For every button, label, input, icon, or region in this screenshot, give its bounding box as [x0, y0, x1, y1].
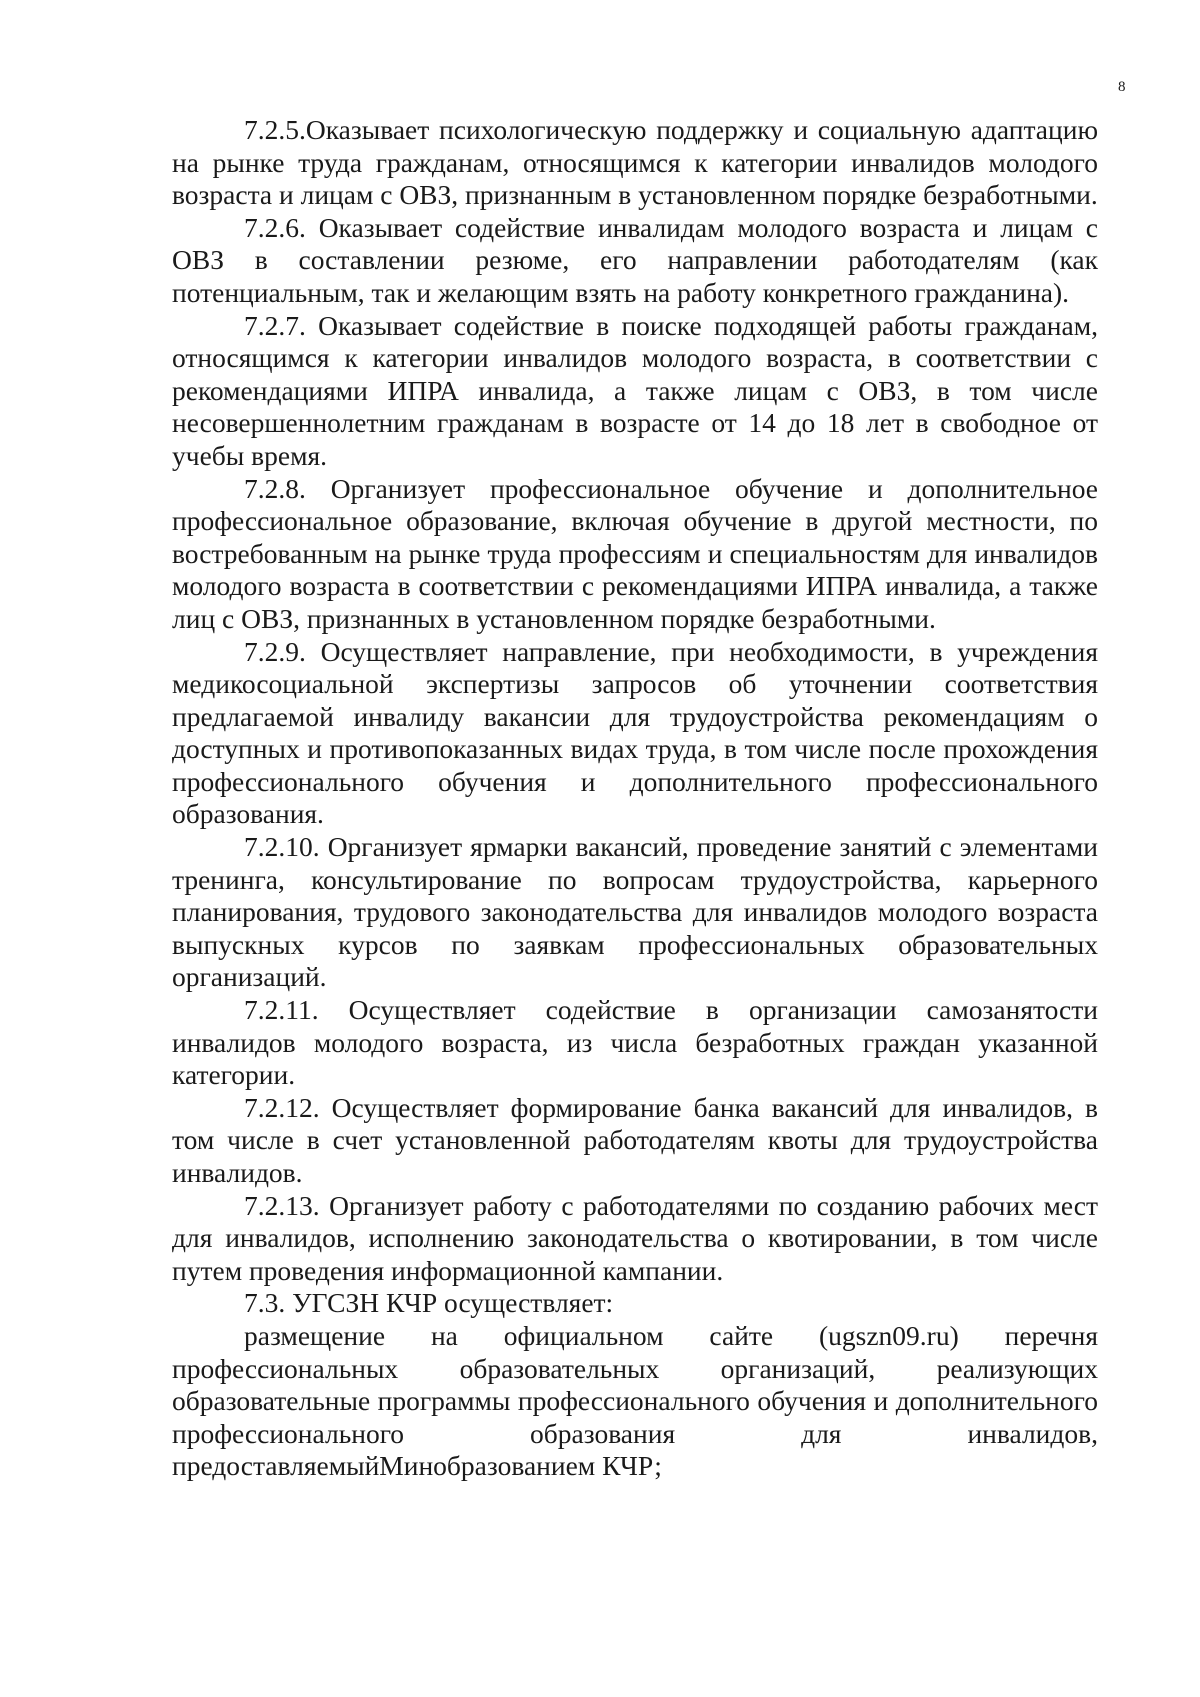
paragraph-7-2-12: 7.2.12. Осуществляет формирование банка вакансий для инвалидов, в том числе в счет установленной работодателям квоты для трудоустройства инвалидов.: [172, 1091, 1098, 1188]
paragraph-7-2-7: 7.2.7. Оказывает содействие в поиске подходящей работы гражданам, относящимся к категории инвалидов молодого возраста, в соответствии с рекомендациями ИПРА инвалида, а также лицам с ОВЗ, в том числе несовершеннолетним гражданам в возрасте от 14 до 18 лет в свободное от учебы время.: [172, 309, 1098, 471]
paragraph-7-3-item: размещение на официальном сайте (ugszn09.ru) перечня профессиональных образовательных организаций, реализующих образовательные программы профессионального обучения и дополнительного профессионального образования для инвалидов, предоставляемыйМинобразованием КЧР;: [172, 1319, 1098, 1482]
paragraph-7-2-5: 7.2.5.Оказывает психологическую поддержку и социальную адаптацию на рынке труда гражданам, относящимся к категории инвалидов молодого возраста и лицам с ОВЗ, признанным в установленном порядке безработными.: [172, 114, 1098, 211]
paragraph-7-2-8: 7.2.8. Организует профессиональное обучение и дополнительное профессиональное образование, включая обучение в другой местности, по востребованным на рынке труда профессиям и специальностям для инвалидов молодого возраста в соответствии с рекомендациями ИПРА инвалида, а также лиц с ОВЗ, признанных в установленном порядке безработными.: [172, 472, 1098, 634]
paragraph-7-2-13: 7.2.13. Организует работу с работодателями по созданию рабочих мест для инвалидов, исполнению законодательства о квотировании, в том числе путем проведения информационной кампании.: [172, 1189, 1098, 1286]
document-body: [172, 114, 1098, 1483]
paragraph-7-2-11: 7.2.11. Осуществляет содействие в организации самозанятости инвалидов молодого возраста, из числа безработных граждан указанной категории.: [172, 994, 1098, 1091]
paragraph-7-3: 7.3. УГСЗН КЧР осуществляет:: [244, 1287, 614, 1319]
page-number: 8: [1118, 79, 1126, 95]
paragraph-7-2-6: 7.2.6. Оказывает содействие инвалидам молодого возраста и лицам с ОВЗ в составлении резюме, его направлении работодателям (как потенциальным, так и желающим взять на работу конкретного гражданина).: [172, 211, 1098, 308]
paragraph-7-2-10: 7.2.10. Организует ярмарки вакансий, проведение занятий с элементами тренинга, консультирование по вопросам трудоустройства, карьерного планирования, трудового законодательства для инвалидов молодого возраста выпускных курсов по заявкам профессиональных образовательных организаций.: [172, 831, 1098, 993]
paragraph-7-2-9: 7.2.9. Осуществляет направление, при необходимости, в учреждения медикосоциальной экспертизы запросов об уточнении соответствия предлагаемой инвалиду вакансии для трудоустройства рекомендациям о доступных и противопоказанных видах труда, в том числе после прохождения профессионального обучения и дополнительного профессионального образования.: [172, 635, 1098, 830]
